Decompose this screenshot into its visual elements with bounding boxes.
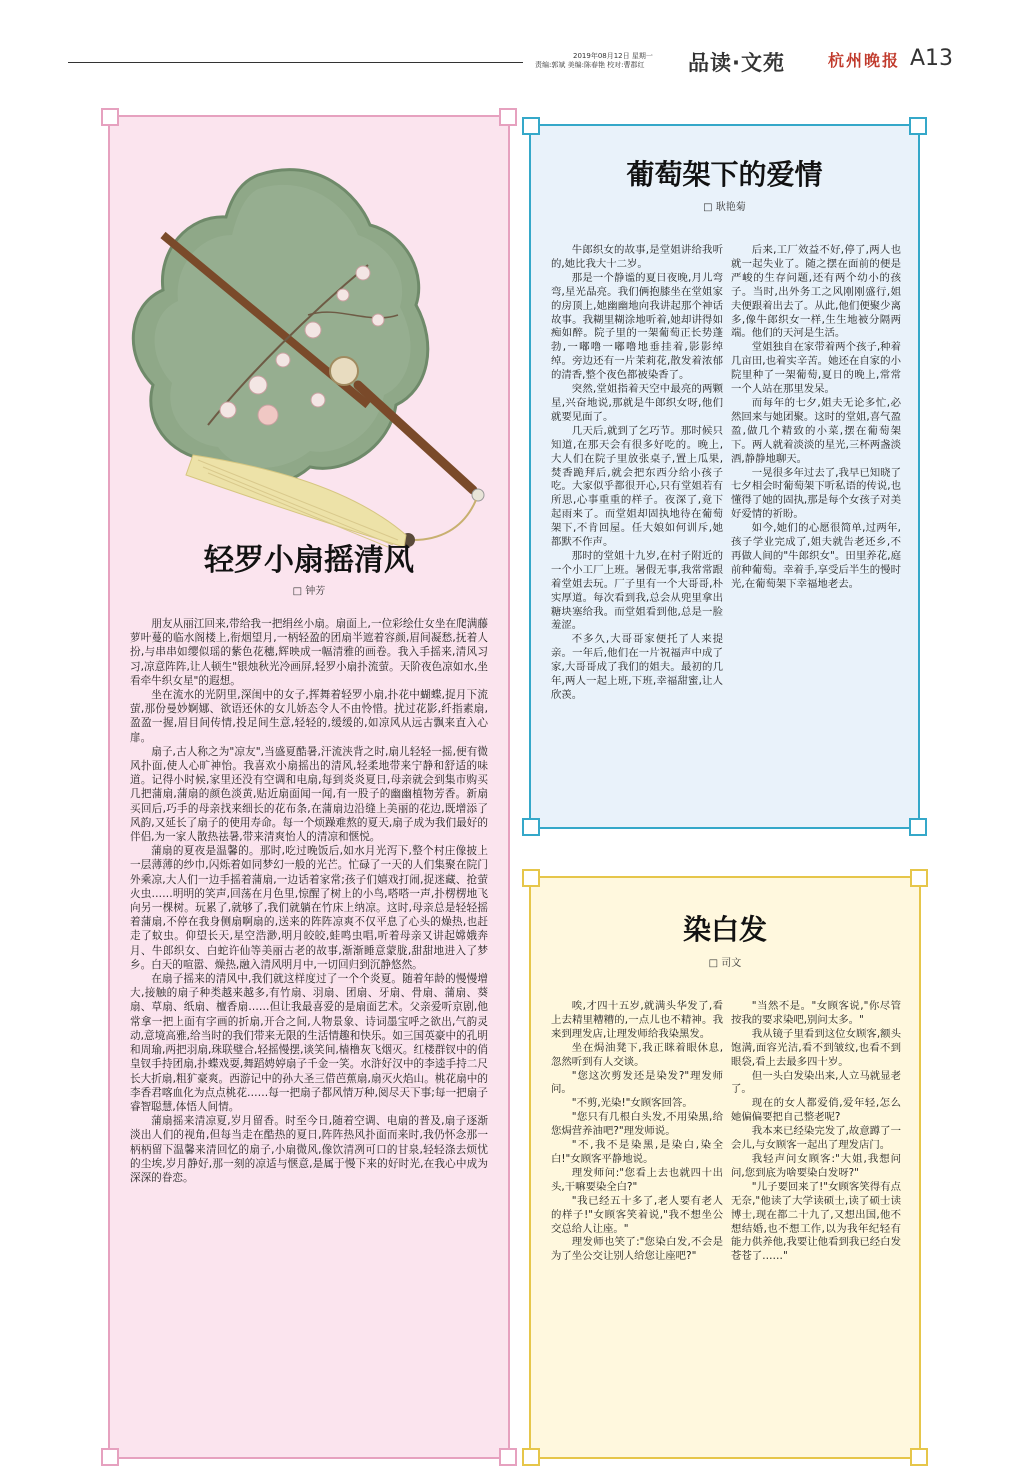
- article-author: □ 钟芳: [292, 586, 326, 597]
- section-title: 品读·文苑: [688, 51, 785, 75]
- article-paragraph: 朋友从丽江回来,带给我一把绢丝小扇。扇面上,一位彩绘仕女坐在爬满藤萝叶蔓的临水阁楼上,衔烟望月,一柄轻盈的团扇半遮着容颜,眉间凝愁,抚着人扮,与串串如缨似瑶的紫色花穗,辉映成一幅清雅的画卷。我入手摇来,清风习习,凉意阵阵,让人顿生"银烛秋光冷画屏,轻罗小扇扑流萤。天阶夜色凉如水,坐看牵牛织女星"的遐想。: [130, 618, 488, 687]
- article-paragraph: 那是一个静谧的夏日夜晚,月儿弯弯,星光晶亮。我们俩抱膝坐在堂姐家的房顶上,她幽幽地向我讲起那个神话故事。我糊里糊涂地听着,她却讲得如痴如醉。院子里的一架葡萄正长势蓬勃,一嘟噜一嘟噜地垂挂着,影影绰绰。旁边还有一片茉莉花,散发着浓郁的清香,整个夜色都被染香了。: [551, 271, 723, 382]
- header-meta: [535, 52, 653, 70]
- article-paragraph: 扇子,古人称之为"凉友",当盛夏酷暑,汗流浃背之时,扇儿轻轻一摇,便有微风扑面,使人心旷神怡。我喜欢小扇摇出的清风,轻柔地带来宁静和舒适的味道。记得小时候,家里还没有空调和电扇,每到炎炎夏日,母亲就会到集市购买几把蒲扇,蒲扇的颜色淡黄,贴近扇面闻一闻,有一股子的幽幽植物芳香。新扇买回后,巧手的母亲找来细长的花布条,在蒲扇边沿缝上美丽的花边,既增添了风韵,又延长了扇子的使用寿命。每一个烦躁难熬的夏天,扇子成为我们最好的伴侣,为一家人散热祛暑,带来清爽怡人的清凉和惬悦。: [130, 745, 488, 844]
- article-paragraph: 后来,工厂效益不好,停了,两人也就一起失业了。随之摆在面前的便是严峻的生存问题,还有两个幼小的孩子。当时,出外务工之风刚刚盛行,姐夫便跟着出去了。从此,他们便聚少离多,像牛郎织女一样,生生地被分隔两端。他们的天河是生活。: [731, 244, 901, 340]
- corner-ornament: [101, 1448, 119, 1466]
- article-paragraph: "当然不是。"女顾客说,"你尽管按我的要求染吧,别问太多。": [731, 1000, 901, 1026]
- article-paragraph: 几天后,就到了乞巧节。那时候只知道,在那天会有很多好吃的。晚上,大人们在院子里放张桌子,置上瓜果,焚香跪拜后,就会把东西分给小孩子吃。大家似乎都很开心,只有堂姐若有所思,心事重重的样子。夜深了,竟下起雨来了。而堂姐却固执地待在葡萄架下,不肯回屋。任大娘如何训斥,她都默不作声。: [551, 424, 723, 549]
- corner-ornament: [499, 108, 517, 126]
- article-body-col1: [551, 244, 723, 804]
- article-paragraph: "您只有几根白头发,不用染黑,给您焗营养油吧?"理发师说。: [551, 1111, 723, 1138]
- article-author: □ 耿艳菊: [703, 202, 746, 213]
- article-paragraph: 一晃很多年过去了,我早已知晓了七夕相会时葡萄架下听私语的传说,也懂得了她的固执,那是每个女孩子对美好爱情的祈盼。: [731, 466, 901, 521]
- corner-ornament: [910, 1448, 928, 1466]
- article-paragraph: "儿子要回来了!"女顾客笑得有点无奈,"他读了大学读硕士,读了硕士读博士,现在都二十九了,又想出国,他不想结婚,也不想工作,以为我年纪轻有能力供养他,我要让他看到我已经白发苍苍了……": [731, 1180, 901, 1263]
- article-paragraph: 坐在流水的光阴里,深闺中的女子,挥舞着轻罗小扇,扑花中蝴蝶,捉月下流萤,那份曼妙婀娜、欲语还休的女儿娇态令人不由怜惜。扰过花影,纤指素扇,盈盈一握,眉目间传情,投足间生意,轻轻的,缓缓的,如凉风从远古飘来直入心扉。: [130, 689, 488, 744]
- article-panel-hair: [529, 876, 921, 1459]
- article-panel-grape: [529, 124, 920, 829]
- silk-fan-illustration: [108, 155, 508, 585]
- corner-ornament: [909, 818, 927, 836]
- corner-ornament: [522, 117, 540, 135]
- article-paragraph: 蒲扇的夏夜是温馨的。那时,吃过晚饭后,如水月光泻下,整个村庄像披上一层薄薄的纱巾,闪烁着如同梦幻一般的光芒。忙碌了一天的人们集聚在院门外乘凉,大人们一边手摇着蒲扇,一边话着家常;孩子们嬉戏打闹,捉迷藏、抢萤火虫……明明的笑声,回荡在月色里,惊醒了树上的小鸟,嗒嗒一声,扑楞楞地飞向另一棵树。玩累了,就够了,我们就躺在竹床上纳凉。这时,母亲总是轻轻摇着蒲扇,不停在我身侧扇啊扇的,送来的阵阵凉爽不仅平息了心头的燥热,也赶走了蚊虫。仰望长天,星空浩渺,明月皎皎,蛙鸣虫唱,听着母亲又讲起嫦娥奔月、牛郎织女、白蛇许仙等美丽古老的故事,渐渐睡意蒙胧,甜甜地进入了梦乡。白天的喧嚣、燥热,融入清风明月中,一切回归到沉静悠然。: [130, 845, 488, 971]
- article-title: 染白发: [682, 913, 767, 946]
- article-paragraph: 但一头白发染出来,人立马就显老了。: [731, 1069, 901, 1096]
- article-body-col1: [551, 1000, 723, 1440]
- article-paragraph: 我本来已经染完发了,故意蹲了一会儿,与女顾客一起出了理发店门。: [731, 1125, 901, 1152]
- article-paragraph: 而每年的七夕,姐夫无论多忙,必然回来与她团聚。这时的堂姐,喜气盈盈,做几个精致的小菜,摆在葡萄架下。两人就着淡淡的星光,三杯两盏淡酒,静静地聊天。: [731, 396, 901, 465]
- article-body-col2: [731, 1000, 901, 1440]
- corner-ornament: [522, 1448, 540, 1466]
- corner-ornament: [499, 1448, 517, 1466]
- article-paragraph: "您这次剪发还是染发?"理发师问。: [551, 1069, 723, 1096]
- article-paragraph: "不剪,光染!"女顾客回答。: [571, 1097, 693, 1110]
- article-paragraph: 唉,才四十五岁,就满头华发了,看上去精里糟糟的,一点儿也不精神。我来到理发店,让理发师给我染黑发。: [551, 1000, 723, 1040]
- article-paragraph: "不,我不是染黑,是染白,染全白!"女顾客平静地说。: [551, 1139, 723, 1165]
- newspaper-logo: 杭州晚报: [828, 51, 901, 70]
- article-paragraph: 突然,堂姐指着天空中最亮的两颗星,兴奋地说,那就是牛郎织女呀,他们就要见面了。: [551, 383, 723, 423]
- article-paragraph: 理发师问:"您看上去也就四十出头,干嘛要染全白?": [551, 1166, 723, 1193]
- article-paragraph: 在扇子摇来的清风中,我们就这样度过了一个个炎夏。随着年龄的慢慢增大,接触的扇子种类越来越多,有竹扇、羽扇、团扇、牙扇、骨扇、蒲扇、葵扇、草扇、纸扇、檀香扇……但让我最喜爱的是扇面艺术。父亲爱听京剧,他常拿一把上面有字画的折扇,开合之间,人物景象、诗词墨宝呼之欲出,气韵灵动,意境高雅,给当时的我们带来无限的生活情趣和快乐。如三国英豪中的孔明和周瑜,两把羽扇,珠联璧合,轻摇慢摆,谈笑间,樯橹灰飞烟灭。红楼群钗中的俏皇钗手持团扇,扑蝶戏耍,舞蹈娉婷扇子千金一笑。水浒好汉中的李逵手持二尺长大折扇,粗犷豪爽。西游记中的孙大圣三借芭蕉扇,扇灭火焰山。桃花扇中的李香君喀血化为点点桃花……每一把扇子都风情万种,阅尽天下事;每一把扇子睿智聪慧,体悟人间情。: [130, 973, 488, 1113]
- corner-ornament: [910, 869, 928, 887]
- corner-ornament: [909, 117, 927, 135]
- article-panel-fan: [108, 115, 510, 1459]
- article-paragraph: 我从镜子里看到这位女顾客,额头饱满,面容光洁,看不到皱纹,也看不到眼袋,看上去最多四十岁。: [731, 1027, 901, 1068]
- article-body-col2: [731, 244, 901, 804]
- corner-ornament: [101, 108, 119, 126]
- page-number: A13: [910, 46, 954, 71]
- article-paragraph: 蒲扇摇来清凉夏,岁月留香。时至今日,随着空调、电扇的普及,扇子逐渐淡出人们的视角,但每当走在酷热的夏日,阵阵热风扑面而来时,我仍怀念那一柄柄留下温馨来清回忆的扇子,小扇微风,像饮清冽可口的甘泉,轻轻涤去烦忧的尘埃,岁月静好,那一刻的凉适与惬意,是属于慢下来的好时光,在我心中成为深深的眷恋。: [130, 1115, 488, 1184]
- article-paragraph: 堂姐独自在家带着两个孩子,种着几亩田,也着实辛苦。她还在自家的小院里种了一架葡萄,夏日的晚上,常常一个人站在那里发呆。: [731, 341, 901, 396]
- article-paragraph: 坐在焗油凳下,我正眯着眼休息,忽然听到有人交谈。: [551, 1041, 723, 1068]
- article-paragraph: 现在的女人都爱俏,爱年轻,怎么她偏偏要把自己整老呢?: [731, 1097, 901, 1124]
- article-title: 轻罗小扇摇清风: [204, 543, 414, 578]
- corner-ornament: [522, 869, 540, 887]
- header-editors: 责编:郭斌 美编:陈春艳 校对:曹郡红: [535, 61, 645, 69]
- article-body: [130, 617, 488, 1185]
- article-author: □ 司文: [708, 958, 742, 969]
- corner-ornament: [522, 818, 540, 836]
- article-paragraph: "我已经五十多了,老人要有老人的样子!"女顾客笑着说,"我不想坐公交总给人让座。": [551, 1194, 723, 1235]
- article-title: 葡萄架下的爱情: [626, 158, 823, 191]
- article-paragraph: 那时的堂姐十九岁,在村子附近的一个小工厂上班。暑假无事,我常常跟着堂姐去玩。厂子里有一个大哥哥,朴实厚道。每次看到我,总会从兜里拿出糖块塞给我。而堂姐看到他,总是一脸羞涩。: [551, 549, 723, 632]
- article-paragraph: 不多久,大哥哥家便托了人来提亲。一年后,他们在一片祝福声中成了家,大哥哥成了我们的姐夫。最初的几年,两人一起上班,下班,幸福甜蜜,让人欣羡。: [551, 633, 723, 701]
- article-paragraph: 理发师也笑了:"您染白发,不会是为了坐公交让别人给您让座吧?": [551, 1236, 723, 1263]
- article-paragraph: 牛郎织女的故事,是堂姐讲给我听的,她比我大十二岁。: [551, 244, 723, 270]
- article-paragraph: 我轻声问女顾客:"大姐,我想问问,您到底为啥要染白发呀?": [731, 1152, 901, 1179]
- article-paragraph: 如今,她们的心愿很简单,过两年,孩子学业完成了,姐夫就告老还乡,不再做人间的"牛郎织女"。田里养花,庭前种葡萄。幸着手,享受后半生的慢时光,在葡萄架下幸福地老去。: [731, 522, 901, 590]
- header-date: 2019年08月12日 星期一: [573, 52, 653, 60]
- header-rule: [68, 62, 523, 63]
